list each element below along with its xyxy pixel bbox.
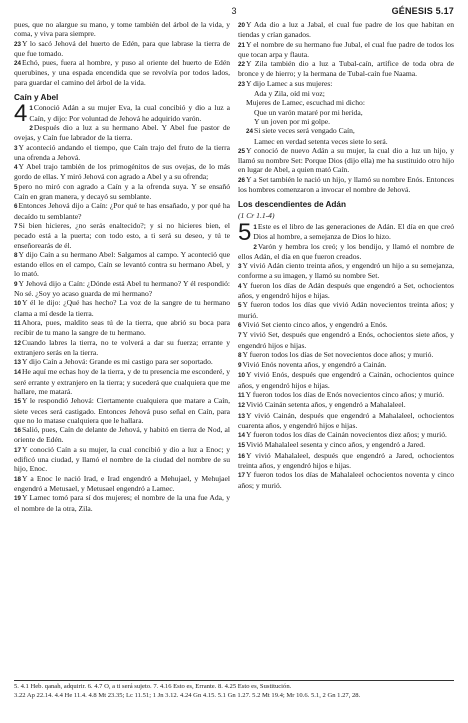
verse: 14Y fueron todos los días de Cainán novecientos diez años; y murió. — [238, 430, 447, 440]
page-number: 3 — [231, 6, 237, 16]
verse-number: 7 — [238, 332, 242, 340]
verse: 5Y fueron todos los días que vivió Adán novecientos treinta años; y murió. — [238, 300, 454, 320]
verse: 1Este es el libro de las generaciones de Adán. El día en que creó Dios al hombre, a semejanza de Dios lo hizo. — [253, 221, 454, 242]
text-columns — [14, 20, 454, 672]
verse: 6Vivió Set ciento cinco años, y engendró a Enós. — [238, 319, 388, 329]
verse-number: 3 — [14, 144, 18, 152]
poem-line: Lamec en verdad setenta veces siete lo será. — [254, 136, 388, 146]
verse: 4Y Abel trajo también de los primogénitos de sus ovejas, de lo más gordo de ellas. Y miró Jehová con agrado a Abel y a su ofrenda; — [14, 162, 230, 182]
verse-number: 24 — [246, 128, 254, 136]
chapter-drop-cap: 4 — [14, 100, 28, 128]
verse: 7Si bien hicieres, ¿no serás enaltecido?; y si no hicieres bien, el pecado está a la puerta; con todo esto, a ti será su deseo, y tú te enseñorearás de él. — [14, 220, 230, 250]
verse-number: 12 — [14, 339, 22, 347]
verse-number: 8 — [238, 351, 242, 359]
poem-lines — [246, 89, 454, 146]
poem-line: Que un varón mataré por mi herida, — [254, 107, 363, 117]
verse: 20Y Ada dio a luz a Jabal, el cual fue padre de los que habitan en tiendas y crían ganados. — [238, 20, 454, 40]
verse-number: 26 — [238, 176, 246, 184]
verse-number: 7 — [14, 222, 18, 230]
verse-number: 14 — [14, 369, 22, 377]
book-chapter-ref: GÉNESIS 5.17 — [391, 6, 454, 16]
verse-number: 9 — [14, 280, 18, 288]
left-column — [14, 20, 230, 672]
verse-number: 9 — [238, 362, 242, 370]
verse: 26Y a Set también le nació un hijo, y llamó su nombre Enós. Entonces los hombres comenzaron a invocar el nombre de Jehová. — [238, 174, 454, 195]
verse: 17Y fueron todos los días de Mahalaleel ochocientos noventa y cinco años; y murió. — [238, 470, 454, 490]
verse-number: 8 — [14, 251, 18, 259]
verse: 3Y vivió Adán ciento treinta años, y engendró un hijo a su semejanza, conforme a su imagen, y llamó su nombre Set. — [238, 261, 454, 281]
verse-number: 10 — [238, 372, 246, 380]
verse-number: 4 — [238, 282, 242, 290]
verse-number: 13 — [238, 412, 246, 420]
verse: 10Y él le dijo: ¿Qué has hecho? La voz de la sangre de tu hermano clama a mí desde la tierra. — [14, 298, 230, 318]
verse: 4Y fueron los días de Adán después que engendró a Set, ochocientos años, y engendró hijos e hijas. — [238, 280, 454, 301]
verse-number: 22 — [238, 61, 246, 69]
verse-number: 15 — [14, 398, 22, 406]
verse: 1Conoció Adán a su mujer Eva, la cual concibió y dio a luz a Caín, y dijo: Por voluntad de Jehová he adquirido varón. — [29, 103, 230, 123]
right-column — [238, 20, 454, 672]
verse-number: 15 — [238, 442, 246, 450]
verse-number: 5 — [238, 302, 242, 310]
verse-number: 1 — [29, 105, 33, 113]
verse-number: 20 — [238, 22, 246, 29]
verse: 19Y Lamec tomó para sí dos mujeres; el nombre de la una fue Ada, y el nombre de la otra, Zila. — [14, 493, 230, 513]
verse: 5pero no miró con agrado a Caín y a la ofrenda suya. Y se ensañó Caín en gran manera, y decayó su semblante. — [14, 181, 230, 202]
verse: 16Salió, pues, Caín de delante de Jehová, y habitó en tierra de Nod, al oriente de Edén. — [14, 425, 230, 445]
verse: 11Y fueron todos los días de Enós novecientos cinco años; y murió. — [238, 389, 445, 399]
verse-number: 16 — [14, 427, 22, 435]
verse: 3Y aconteció andando el tiempo, que Caín trajo del fruto de la tierra una ofrenda a Jehová. — [14, 142, 230, 162]
verse-number: 6 — [14, 203, 18, 211]
verse: 6Entonces Jehová dijo a Caín: ¿Por qué te has ensañado, y por qué ha decaído tu semblante? — [14, 201, 230, 221]
verse: 23Y lo sacó Jehová del huerto de Edén, para que labrase la tierra de que fue tomado. — [14, 38, 230, 58]
verse: 22Y Zila también dio a luz a Tubal-caín, artífice de toda obra de bronce y de hierro; y la hermana de Tubal-caín fue Naama. — [238, 59, 454, 79]
verse-number: 18 — [14, 475, 22, 483]
chapter-opening — [238, 218, 454, 246]
footnotes — [14, 680, 454, 700]
verse-number: 19 — [14, 495, 22, 503]
verse: 14He aquí me echas hoy de la tierra, y de tu presencia me esconderé, y seré errante y extranjero en la tierra; y sucederá que cualquiera que me hallare, me matará. — [14, 367, 230, 396]
verse: 13Y vivió Cainán, después que engendró a Mahalaleel, ochocientos cuarenta años, y engendró hijos e hijas. — [238, 410, 454, 430]
verse: 23Y dijo Lamec a sus mujeres: — [238, 78, 333, 88]
verse-number: 4 — [14, 164, 18, 172]
verse-number: 11 — [238, 391, 245, 399]
verse: 15Vivió Mahalaleel sesenta y cinco años, y engendró a Jared. — [238, 440, 426, 450]
verse-number: 6 — [238, 321, 242, 329]
verse: 13Y dijo Caín a Jehová: Grande es mi castigo para ser soportado. — [14, 357, 213, 367]
poem-line: Y un joven por mi golpe. — [254, 116, 331, 126]
footnote-cross-refs: 3.22 Ap 22.14. 4.4 He 11.4. 4.8 Mt 23.35; Lc 11.51; 1 Jn 3.12. 4.24 Gn 4.15. 5.1 Gn 1.27. 5.2 Mt 19.4; Mr 10.6. 5.1, 2 Gn 1.27, 28. — [14, 691, 361, 699]
verse-number: 11 — [14, 319, 21, 327]
verse-number: 10 — [14, 300, 22, 308]
verse-number: 13 — [14, 359, 22, 367]
verse: 8Y fueron todos los días de Set novecientos doce años; y murió. — [238, 349, 434, 359]
section-heading: Caín y Abel — [14, 93, 59, 103]
verse-number: 5 — [14, 183, 18, 191]
poem-line: Mujeres de Lamec, escuchad mi dicho: — [246, 98, 365, 108]
verse: 8Y dijo Caín a su hermano Abel: Salgamos al campo. Y aconteció que estando ellos en el campo, Caín se levantó contra su hermano Abel, y lo mató. — [14, 249, 230, 279]
verse: 10Y vivió Enós, después que engendró a Cainán, ochocientos quince años, y engendró hijos e hijas. — [238, 370, 454, 390]
verse-number: 16 — [238, 452, 246, 460]
verse: 16Y vivió Mahalaleel, después que engendró a Jared, ochocientos treinta años, y engendró hijos e hijas. — [238, 450, 454, 471]
verse-number: 17 — [14, 446, 22, 454]
verse-number: 17 — [238, 472, 246, 480]
verse: 2Varón y hembra los creó; y los bendijo, y llamó el nombre de ellos Adán, el día en que fueron creados. — [238, 241, 454, 261]
verse-number: 23 — [14, 40, 22, 48]
verse-number: 2 — [29, 124, 33, 132]
verse: 24Echó, pues, fuera al hombre, y puso al oriente del huerto de Edén querubines, y una espada encendida que se revolvía por todos lados, para guardar el camino del árbol de la vida. — [14, 58, 230, 87]
verse: 25Y conoció de nuevo Adán a su mujer, la cual dio a luz un hijo, y llamó su nombre Set: Porque Dios (dijo ella) me ha sustituido otro hijo en lugar de Abel, a quien mató Caín. — [238, 145, 454, 175]
verse-number: 1 — [253, 223, 257, 231]
verse-number: 12 — [238, 402, 246, 410]
verse: pues, que no alargue su mano, y tome también del árbol de la vida, y coma, y viva para siempre. — [14, 20, 230, 39]
verse: 21Y el nombre de su hermano fue Jubal, el cual fue padre de todos los que tocan arpa y flauta. — [238, 39, 454, 59]
verse-number: 24 — [14, 60, 22, 68]
verse-number: 14 — [238, 432, 246, 440]
verse: 9Vivió Enós noventa años, y engendró a Cainán. — [238, 360, 387, 370]
cross-reference: (1 Cr 1.1-4) — [238, 210, 275, 220]
verse: 12Vivió Cainán setenta años, y engendró a Mahalaleel. — [238, 400, 406, 410]
page-header — [14, 6, 454, 20]
verse-number: 2 — [253, 243, 257, 251]
verse: 2Después dio a luz a su hermano Abel. Y Abel fue pastor de ovejas, y Caín fue labrador de la tierra. — [14, 122, 230, 143]
footnote-notes: 5. 4.1 Heb. qanah, adquirir. 6. 4.7 O, a ti será sujeto. 7. 4.16 Esto es, Errante. 8. 4.25 Esto es, Sustitución. — [14, 683, 292, 690]
verse: 18Y a Enoc le nació Irad, e Irad engendró a Mehujael, y Mehujael engendró a Metusael, y Metusael engendró a Lamec. — [14, 473, 230, 493]
verse: 7Y vivió Set, después que engendró a Enós, ochocientos siete años, y engendró hijos e hijas. — [238, 330, 454, 350]
verse-number: 21 — [238, 41, 246, 49]
verse-number: 25 — [238, 147, 246, 155]
poem-line: 24Si siete veces será vengado Caín, — [246, 126, 355, 136]
verse: 12Cuando labres la tierra, no te volverá a dar su fuerza; errante y extranjero serás en la tierra. — [14, 337, 230, 357]
verse: 9Y Jehová dijo a Caín: ¿Dónde está Abel tu hermano? Y él respondió: No sé. ¿Soy yo acaso guarda de mi hermano? — [14, 278, 230, 299]
chapter-opening — [14, 100, 230, 128]
chapter-drop-cap: 5 — [238, 218, 252, 246]
verse: 11Ahora, pues, maldito seas tú de la tierra, que abrió su boca para recibir de tu mano la sangre de tu hermano. — [14, 317, 230, 338]
poem-line: Ada y Zila, oíd mi voz; — [254, 89, 325, 99]
verse: 15Y le respondió Jehová: Ciertamente cualquiera que matare a Caín, siete veces será castigado. Entonces Jehová puso señal en Caín, para que no lo matase cualquiera que le hallara. — [14, 396, 230, 425]
verse-number: 3 — [238, 263, 242, 271]
section-heading: Los descendientes de Adán — [238, 200, 346, 210]
verse: 17Y conoció Caín a su mujer, la cual concibió y dio a luz a Enoc; y edificó una ciudad, y llamó el nombre de la ciudad del nombre de su hijo, Enoc. — [14, 444, 230, 474]
verse-number: 23 — [238, 80, 246, 88]
